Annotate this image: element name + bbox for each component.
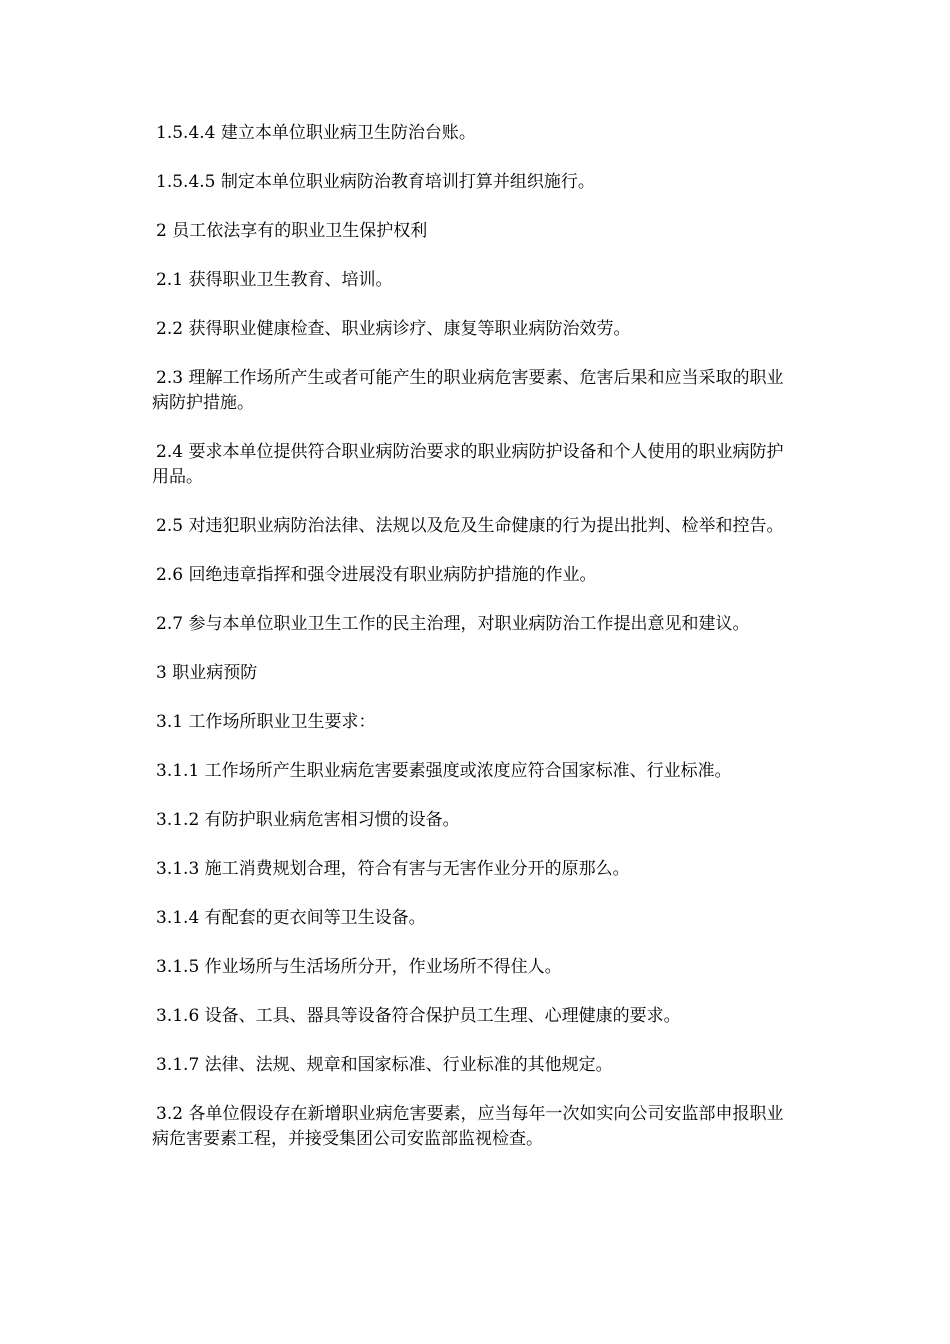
paragraph-2-4: 2.4 要求本单位提供符合职业病防治要求的职业病防护设备和个人使用的职业病防护用品。 <box>152 442 784 487</box>
section-heading-2: 2 员工依法享有的职业卫生保护权利 <box>156 221 428 241</box>
paragraph-3-1-3: 3.1.3 施工消费规划合理，符合有害与无害作业分开的原那么。 <box>156 859 630 879</box>
paragraph-1-5-4-5: 1.5.4.5 制定本单位职业病防治教育培训打算并组织施行。 <box>156 172 595 192</box>
paragraph-2-2: 2.2 获得职业健康检查、职业病诊疗、康复等职业病防治效劳。 <box>156 319 631 339</box>
paragraph-3-1-2: 3.1.2 有防护职业病危害相习惯的设备。 <box>156 810 460 830</box>
paragraph-2-6: 2.6 回绝违章指挥和强令进展没有职业病防护措施的作业。 <box>156 565 597 585</box>
paragraph-2-7: 2.7 参与本单位职业卫生工作的民主治理，对职业病防治工作提出意见和建议。 <box>156 614 750 634</box>
document-body <box>152 121 800 1176</box>
paragraph-3-1-7: 3.1.7 法律、法规、规章和国家标准、行业标准的其他规定。 <box>156 1055 613 1075</box>
section-heading-3: 3 职业病预防 <box>156 663 258 683</box>
paragraph-3-1-6: 3.1.6 设备、工具、器具等设备符合保护员工生理、心理健康的要求。 <box>156 1006 681 1026</box>
paragraph-3-2: 3.2 各单位假设存在新增职业病危害要素，应当每年一次如实向公司安监部申报职业病危害要素工程，并接受集团公司安监部监视检查。 <box>152 1104 784 1149</box>
paragraph-3-1: 3.1 工作场所职业卫生要求： <box>156 712 376 732</box>
paragraph-2-3: 2.3 理解工作场所产生或者可能产生的职业病危害要素、危害后果和应当采取的职业病防护措施。 <box>152 368 784 413</box>
paragraph-2-5: 2.5 对违犯职业病防治法律、法规以及危及生命健康的行为提出批判、检举和控告。 <box>156 516 784 536</box>
paragraph-3-1-4: 3.1.4 有配套的更衣间等卫生设备。 <box>156 908 426 928</box>
paragraph-1-5-4-4: 1.5.4.4 建立本单位职业病卫生防治台账。 <box>156 123 476 143</box>
paragraph-3-1-5: 3.1.5 作业场所与生活场所分开，作业场所不得住人。 <box>156 957 562 977</box>
paragraph-3-1-1: 3.1.1 工作场所产生职业病危害要素强度或浓度应符合国家标准、行业标准。 <box>156 761 732 781</box>
paragraph-2-1: 2.1 获得职业卫生教育、培训。 <box>156 270 393 290</box>
